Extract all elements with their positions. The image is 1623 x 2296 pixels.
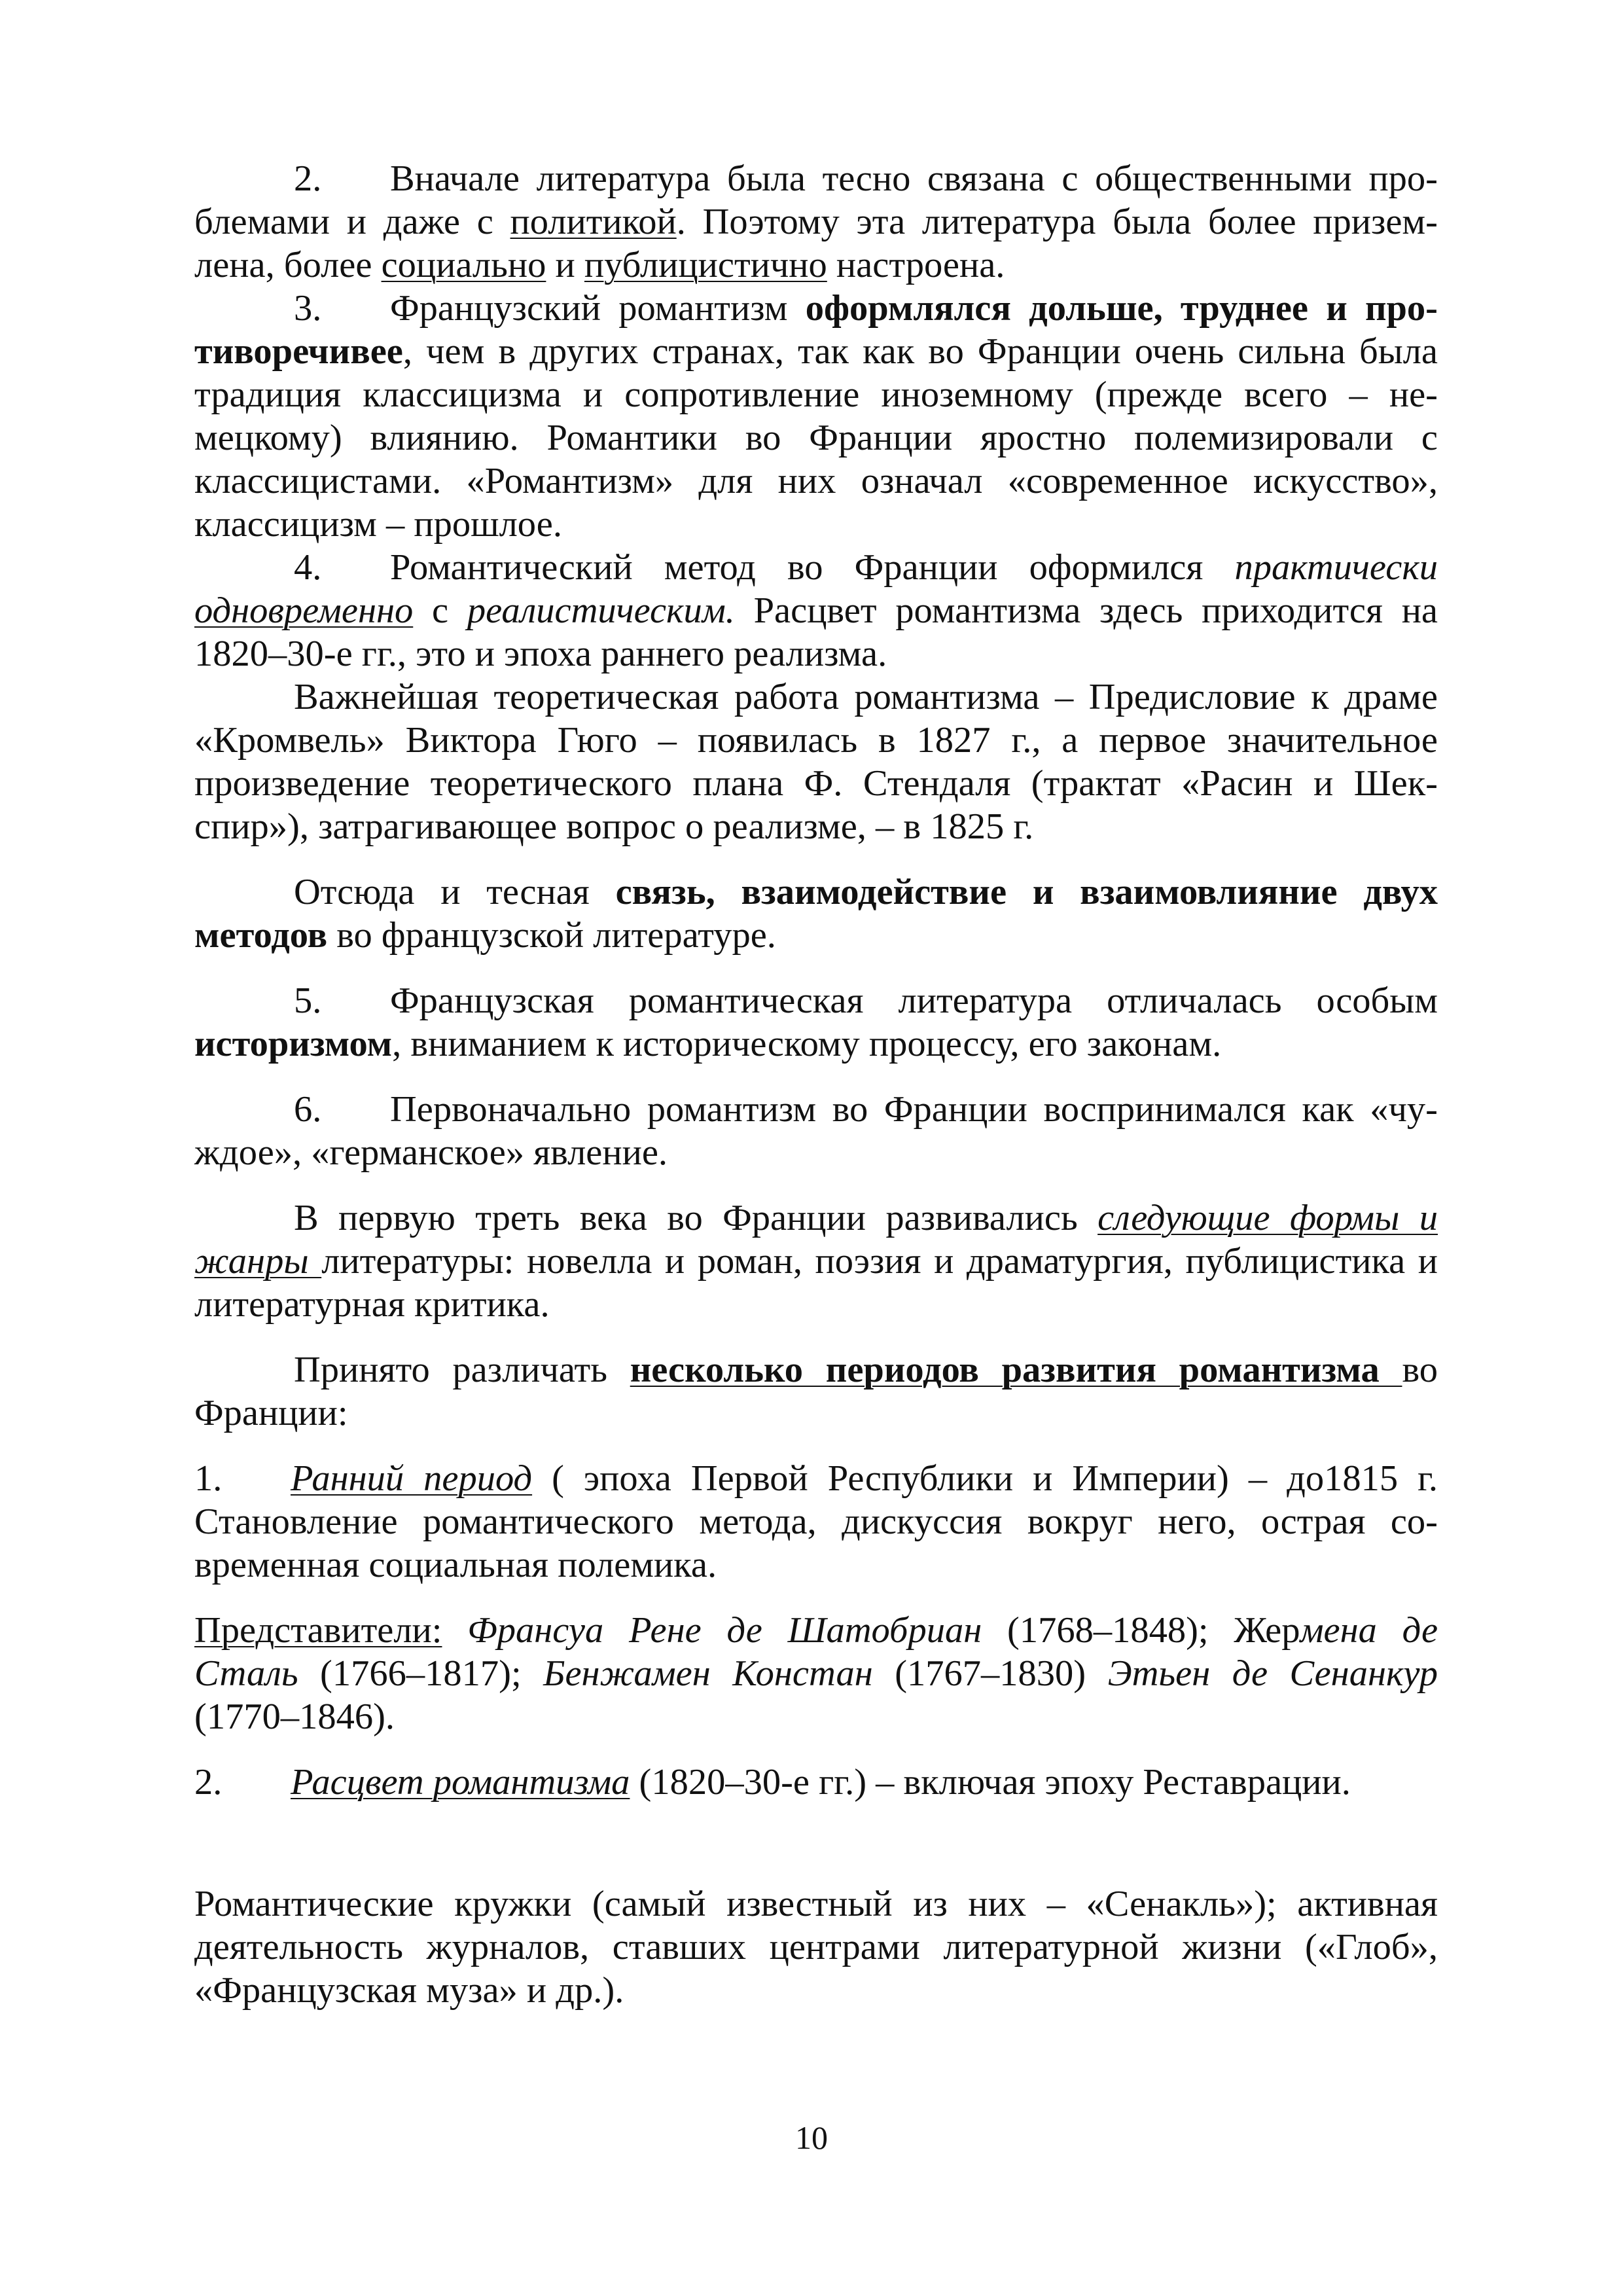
- bold-term: оформлялся дольше, труднее и про-тиворечивее: [194, 288, 1438, 372]
- paragraph-item-4: 4. Романтический метод во Франции оформился практически одновременно с реалистическим. Расцвет романтизма здесь приходится на 1820–30-е гг., это и эпоха раннего реализма.: [194, 547, 1438, 674]
- list-number: 2.: [194, 1762, 223, 1803]
- list-number: 1.: [194, 1458, 223, 1499]
- paragraph-circles: Романтические кружки (самый известный из них – «Сенакль»); активная деятельность журналов, ставших центрами литературной жизни («Глоб», «Французская муза» и др.).: [194, 1884, 1438, 2011]
- page-number: 10: [795, 2119, 828, 2156]
- bold-term: связь, взаимодействие и взаимовлияние двух методов: [194, 872, 1438, 956]
- underlined-term: политикой: [510, 202, 677, 242]
- paragraph-item-2: 2. Вначале литература была тесно связана с общественными про-блемами и даже с политикой. Поэтому эта литература была более призем-лена, более социально и публицистично настроена.: [194, 158, 1438, 285]
- underlined-term: социально: [381, 245, 546, 285]
- list-number: 6.: [294, 1089, 322, 1130]
- paragraph-item-3: 3. Французский романтизм оформлялся дольше, труднее и про-тиворечивее, чем в других странах, так как во Франции очень сильна была традиция классицизма и сопротивление иноземному (прежде всего – не-мецкому) влиянию. Романтики во Франции яростно полемизировали с классицистами. «Романтизм» для них означал «современное искусство», классицизм – прошлое.: [194, 288, 1438, 545]
- author-name: Бенжамен Констан: [543, 1653, 873, 1694]
- paragraph-methods-link: Отсюда и тесная связь, взаимодействие и взаимовлияние двух методов во французской литературе.: [194, 872, 1438, 956]
- paragraph-genres: В первую треть века во Франции развивались следующие формы и жанры литературы: новелла и роман, поэзия и драматургия, публицистика и литературная критика.: [194, 1198, 1438, 1325]
- paragraph-item-6: 6. Первоначально романтизм во Франции воспринимался как «чу-ждое», «германское» явление.: [194, 1089, 1438, 1173]
- bold-underlined-term: несколько периодов развития романтизма: [630, 1350, 1402, 1390]
- underlined-term: публицистично: [584, 245, 827, 285]
- list-number: 3.: [294, 288, 322, 329]
- italic-underlined-term: следующие формы и жанры: [194, 1198, 1438, 1282]
- author-name: мена де Сталь: [194, 1610, 1438, 1694]
- italic-term: практически: [1234, 547, 1438, 588]
- list-number: 5.: [294, 980, 322, 1021]
- italic-term: реалистическим.: [467, 590, 735, 631]
- paragraph-theory: Важнейшая теоретическая работа романтизма – Предисловие к драме «Кромвель» Виктора Гюго – появилась в 1827 г., а первое значительное произведение теоретического плана Ф. Стендаля (трактат «Расин и Шек-спир»), затрагивающее вопрос о реализме, – в 1825 г.: [194, 677, 1438, 847]
- period-title: Расцвет романтизма: [291, 1762, 630, 1803]
- representatives-label: Представители:: [194, 1610, 442, 1651]
- bold-term: историзмом: [194, 1024, 393, 1064]
- period-2: 2. Расцвет романтизма (1820–30-е гг.) – включая эпоху Реставрации.: [194, 1762, 1351, 1803]
- representatives: Представители: Франсуа Рене де Шатобриан (1768–1848); Жермена де Сталь (1766–1817); Бенжамен Констан (1767–1830) Этьен де Сенанкур (1770–1846).: [194, 1610, 1438, 1737]
- paragraph-item-5: 5. Французская романтическая литература отличалась особым историзмом, вниманием к историческому процессу, его законам.: [194, 980, 1438, 1064]
- list-number: 2.: [294, 158, 322, 199]
- author-name: Франсуа Рене де Шатобриан: [467, 1610, 982, 1651]
- list-number: 4.: [294, 547, 322, 588]
- document-page: [194, 157, 1438, 2012]
- author-name: Этьен де Сенанкур: [1107, 1653, 1438, 1694]
- paragraph-periods: Принято различать несколько периодов развития романтизма во Франции:: [194, 1350, 1438, 1433]
- period-1: 1. Ранний период ( эпоха Первой Республики и Империи) – до1815 г. Становление романтического метода, дискуссия вокруг него, острая со-временная социальная полемика.: [194, 1458, 1438, 1585]
- period-title: Ранний период: [291, 1458, 533, 1499]
- italic-underlined-term: одновременно: [194, 590, 414, 631]
